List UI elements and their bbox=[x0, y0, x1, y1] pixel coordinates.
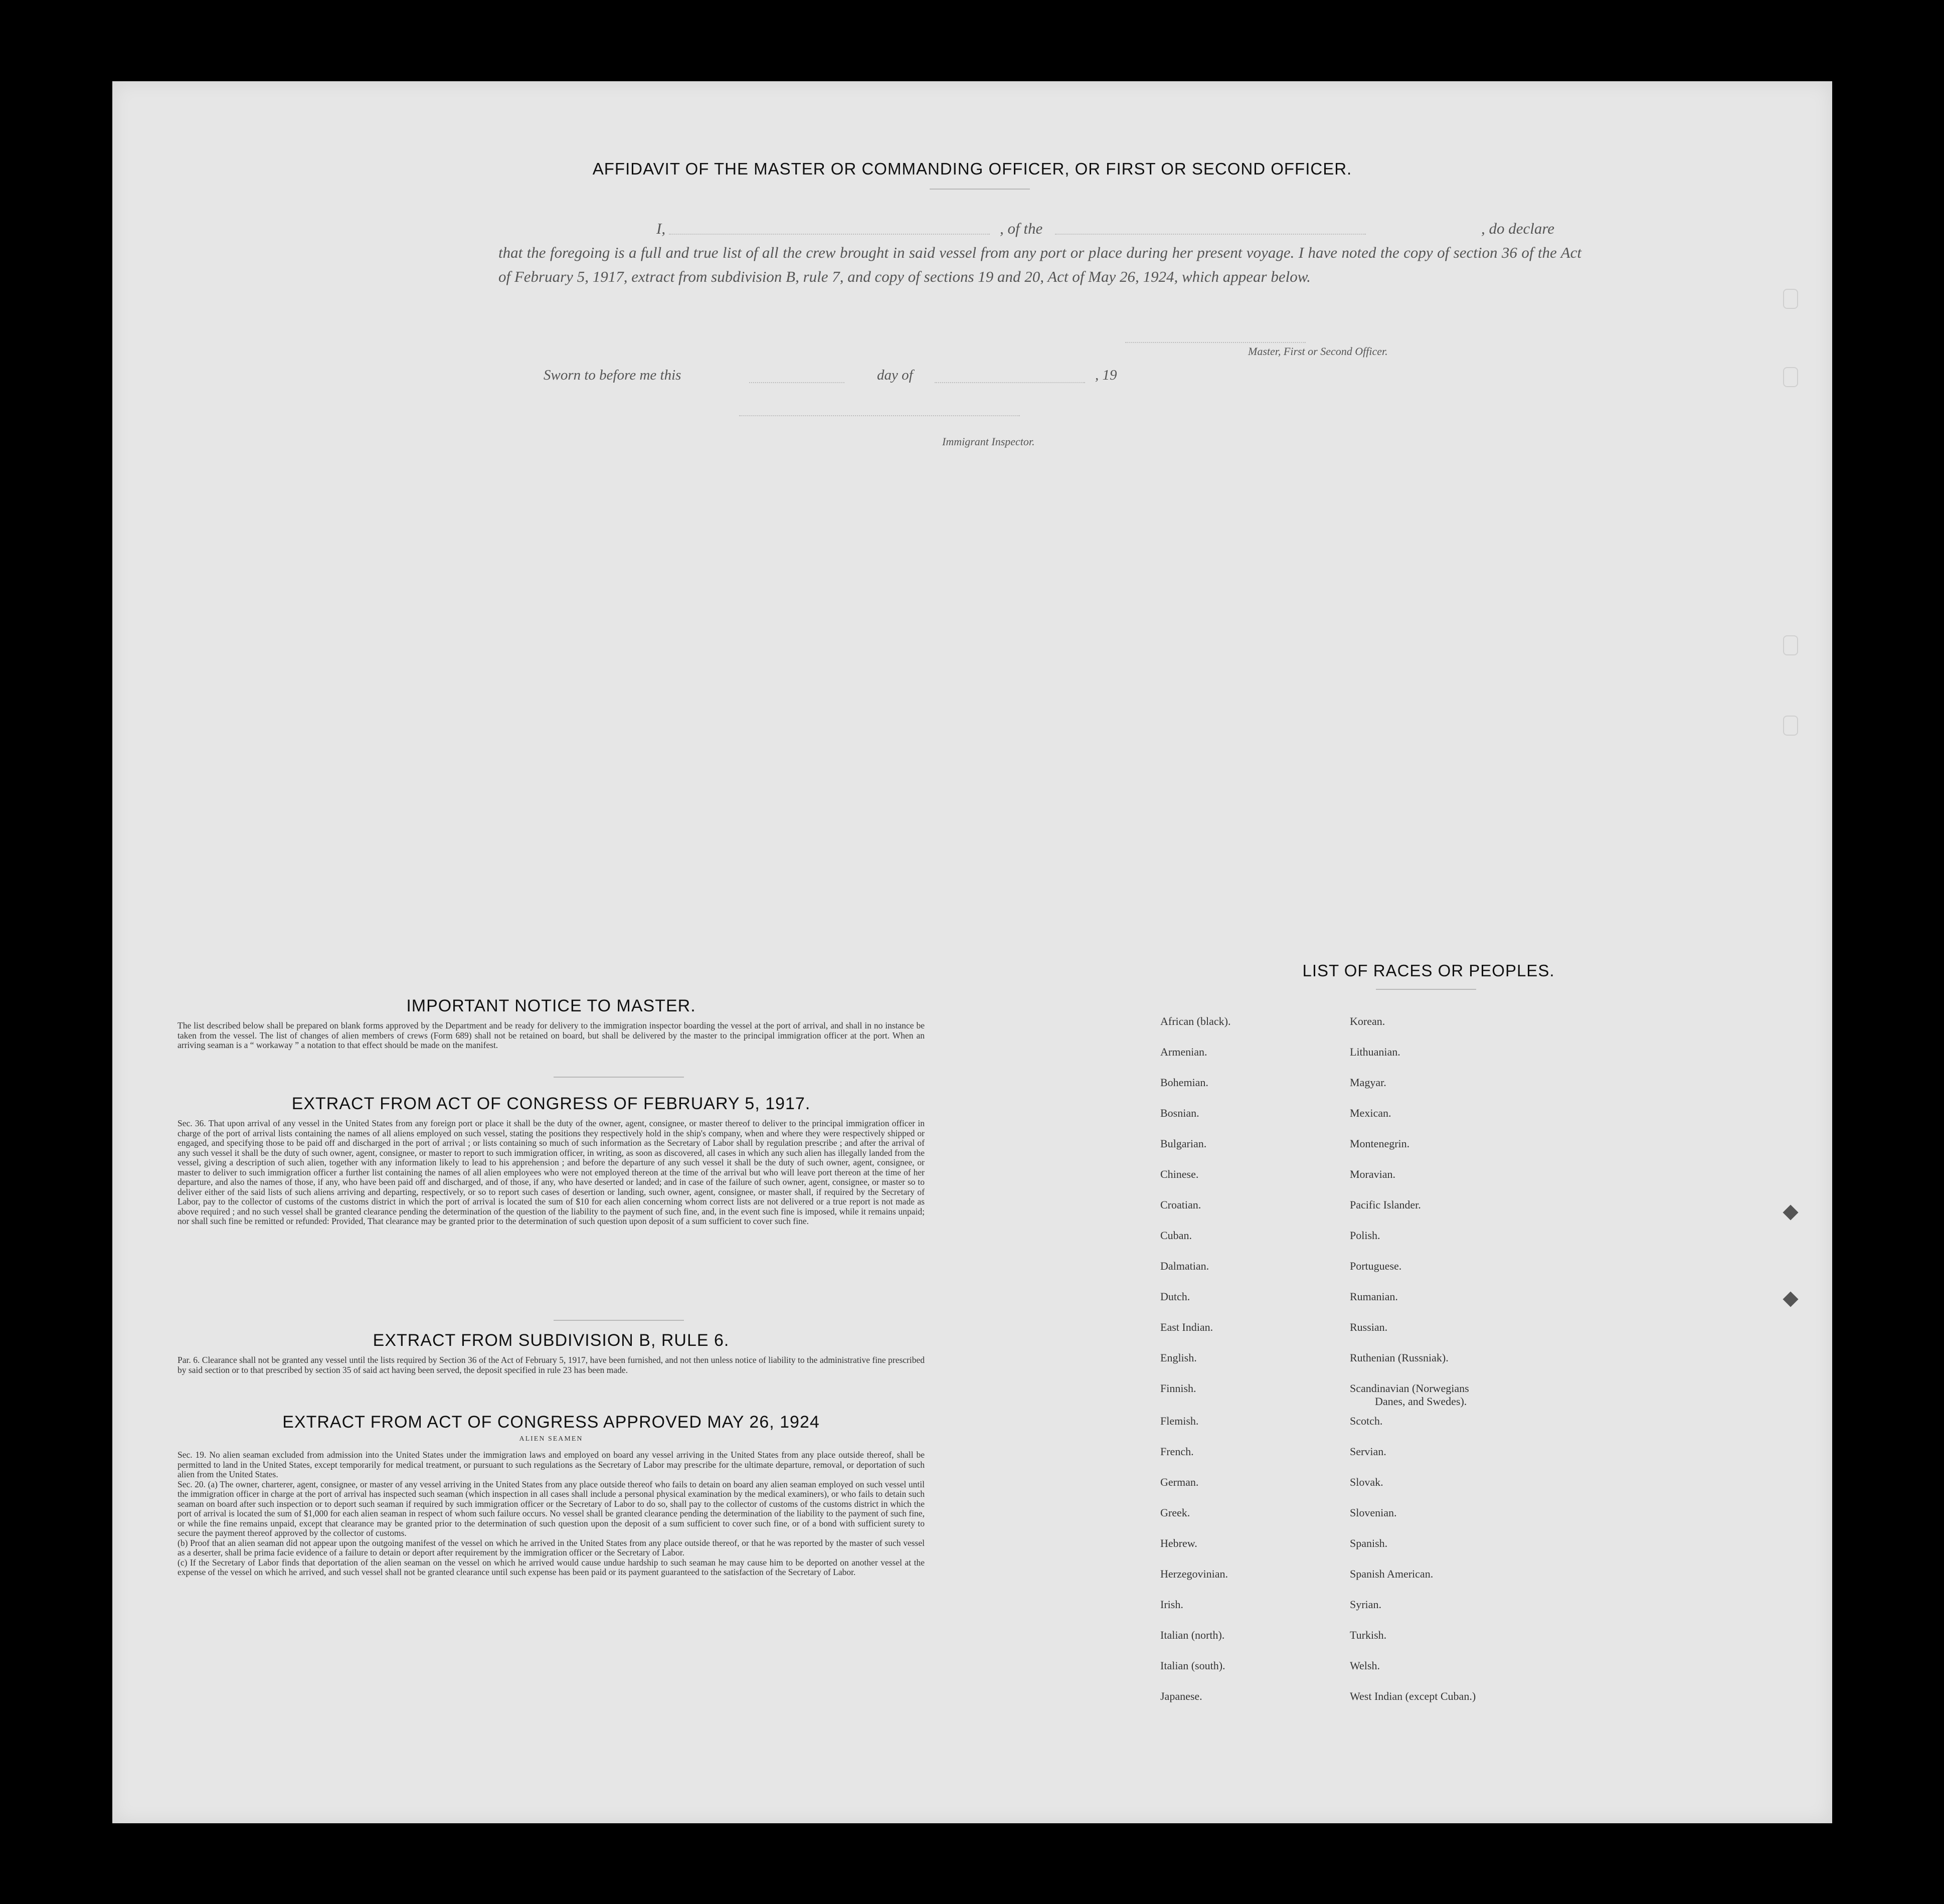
races-divider bbox=[1376, 989, 1476, 990]
day-of-label: day of bbox=[877, 367, 913, 383]
of-the-label: , of the bbox=[1000, 220, 1043, 237]
alien-seamen-subheading: ALIEN SEAMEN bbox=[519, 1435, 583, 1443]
notice-section bbox=[178, 996, 925, 1051]
race-item: Magyar. bbox=[1350, 1076, 1386, 1089]
form-sheet bbox=[112, 81, 1832, 1823]
race-item: Rumanian. bbox=[1350, 1290, 1398, 1303]
race-item: Finnish. bbox=[1160, 1382, 1196, 1395]
race-item: African (black). bbox=[1160, 1015, 1231, 1027]
sec-20c-paragraph: (c) If the Secretary of Labor finds that deportation of the alien seaman on the vessel on which he arrived would cause undue hardship to such seaman he may cause him to be deported on another vessel at the expense of the vessel on which he arrived, and such vessel shall not be granted clearance until such expense has been paid or its payment guaranteed to the satisfaction of the Secretary of Labor. bbox=[178, 1557, 925, 1577]
race-item: Portuguese. bbox=[1350, 1260, 1402, 1272]
binder-hole bbox=[1783, 635, 1798, 655]
divider-2 bbox=[554, 1320, 684, 1321]
race-item: Bohemian. bbox=[1160, 1076, 1208, 1089]
races-heading: LIST OF RACES OR PEOPLES. bbox=[1302, 961, 1555, 980]
race-item: Spanish American. bbox=[1350, 1568, 1434, 1580]
race-item: Slovak. bbox=[1350, 1476, 1383, 1488]
race-item: German. bbox=[1160, 1476, 1199, 1488]
binder-hole bbox=[1783, 716, 1798, 736]
race-item: Syrian. bbox=[1350, 1598, 1381, 1611]
extract-1917-heading: EXTRACT FROM ACT OF CONGRESS OF FEBRUARY 5, 1917. bbox=[291, 1094, 811, 1113]
race-item: Croatian. bbox=[1160, 1198, 1201, 1211]
race-item: Pacific Islander. bbox=[1350, 1198, 1421, 1211]
race-item: Irish. bbox=[1160, 1598, 1183, 1611]
race-item: Cuban. bbox=[1160, 1229, 1192, 1242]
rule6-section bbox=[178, 1331, 925, 1375]
race-item: Russian. bbox=[1350, 1321, 1388, 1333]
race-item: Flemish. bbox=[1160, 1415, 1199, 1427]
name-field[interactable] bbox=[669, 234, 990, 235]
sworn-day-field[interactable] bbox=[749, 382, 844, 383]
binder-hole bbox=[1783, 289, 1798, 309]
race-item: Welsh. bbox=[1350, 1659, 1380, 1672]
race-item: Ruthenian (Russniak). bbox=[1350, 1351, 1449, 1364]
year-label: , 19 bbox=[1095, 367, 1117, 383]
races-column-2 bbox=[1350, 1015, 1476, 1720]
race-item: Mexican. bbox=[1350, 1107, 1391, 1119]
sec-20a-paragraph: Sec. 20. (a) The owner, charterer, agent, consignee, or master of any vessel arriving in the United States from any place outside thereof who fails to detain on board any alien seaman employed on such vessel until the immigration officer in charge at the port of arrival has inspected such seaman (which inspection in all cases shall include a personal physical examination by the medical examiners), or who fails to detain such seaman on board after such inspection or to deport such seaman if required by such immigration officer or the Secretary of Labor to do so, shall pay to the collector of customs of the customs district in which the port of arrival is located the sum of $1,000 for each alien seaman in respect of whom such failure occurs. No vessel shall be granted clearance pending the determination of the liability to the payment of such fine, or while the fine remains unpaid, except that clearance may be granted prior to the determination of such question upon the deposit of a sum sufficient to cover such fine, or of a bond with sufficient surety to secure the payment thereof approved by the collector of customs. bbox=[178, 1479, 925, 1538]
race-item: Bulgarian. bbox=[1160, 1137, 1207, 1150]
race-item: Spanish. bbox=[1350, 1537, 1388, 1549]
declaration-first-line bbox=[498, 217, 1581, 241]
sworn-month-field[interactable] bbox=[935, 382, 1085, 383]
master-signature-line[interactable] bbox=[1125, 342, 1306, 343]
race-item-scandinavian: Scandinavian (Norwegians bbox=[1350, 1382, 1469, 1395]
declaration-text: that the foregoing is a full and true list of all the crew brought in said vessel from any port or place during her present voyage. I have noted the copy of section 36 of the Act of February 5, 1917, extract from subdivision B, rule 7, and copy of sections 19 and 20, Act of May 26, 1924, which appear below. bbox=[498, 244, 1581, 285]
race-item: East Indian. bbox=[1160, 1321, 1213, 1333]
i-label: I, bbox=[656, 220, 666, 237]
race-item: Dutch. bbox=[1160, 1290, 1190, 1303]
race-item: Turkish. bbox=[1350, 1629, 1387, 1641]
extract-1924-heading: EXTRACT FROM ACT OF CONGRESS APPROVED MAY 26, 1924 bbox=[282, 1413, 820, 1432]
rule6-heading: EXTRACT FROM SUBDIVISION B, RULE 6. bbox=[373, 1331, 730, 1350]
race-item: Slovenian. bbox=[1350, 1506, 1397, 1519]
title-divider bbox=[930, 189, 1030, 190]
rule6-text: Par. 6. Clearance shall not be granted any vessel until the lists required by Section 36 of the Act of February 5, 1917, have been furnished, and not then unless notice of liability to the administrative fine prescribed by said section or to that prescribed by section 35 of said act having been served, the deposit specified in rule 23 has been made. bbox=[178, 1355, 925, 1375]
registration-mark bbox=[1783, 1291, 1798, 1307]
notice-heading: IMPORTANT NOTICE TO MASTER. bbox=[406, 996, 696, 1015]
extract-1917-text: Sec. 36. That upon arrival of any vessel in the United States from any foreign port or place it shall be the duty of the owner, agent, consignee, or master thereof to deliver to the principal immigration officer in charge of the port of arrival lists containing the names of all aliens employed on such vessel, stating the positions they respectively hold in the ship's company, when and where they were respectively shipped or engaged, and specifying those to be paid off and discharged in the port of arrival ; or lists containing so much of such information as the Secretary of Labor shall by regulation prescribe ; and after the arrival of any such vessel it shall be the duty of such owner, agent, consignee, or master to report to such immigration officer, in writing, as soon as discovered, all cases in which any such alien has illegally landed from the vessel, giving a description of such alien, together with any information likely to lead to his apprehension ; and before the departure of any such vessel it shall be the duty of such owner, agent, consignee, or master to deliver to such immigration officer a further list containing the names of all alien employees who were not employed thereon at the time of the arrival but who will leave port thereon at the time of her departure, and also the names of those, if any, who have been paid off and discharged, and of those, if any, who have deserted or landed; and in case of the failure of such owner, agent, consignee, or master so to deliver either of the said lists of such aliens arriving and departing, respectively, or so to report such cases of desertion or landing, such owner, agent, consignee, or master shall, if required by the Secretary of Labor, pay to the collector of customs of the customs district in which the port of arrival is located the sum of $10 for each alien concerning whom correct lists are not delivered or a true report is not made as above required ; and no such vessel shall be granted clearance pending the determination of the question of the liability to the payment of such fine, and, in the event such fine is imposed, while it remains unpaid; nor shall such fine be remitted or refunded: Provided, That clearance may be granted prior to the determination of such question upon deposit of a sum sufficient to cover such fine. bbox=[178, 1118, 925, 1226]
race-item: Hebrew. bbox=[1160, 1537, 1197, 1549]
race-item: Italian (north). bbox=[1160, 1629, 1225, 1641]
race-item bbox=[1350, 1382, 1476, 1415]
notice-text: The list described below shall be prepared on blank forms approved by the Department and be ready for delivery to the immigration inspector boarding the vessel at the port of arrival, and shall in no instance be taken from the vessel. The list of changes of alien members of crews (Form 689) shall not be retained on board, but shall be delivered by the master to the principal immigration officer at the port. When an arriving seaman is a “ workaway ” a notation to that effect should be made on the manifest. bbox=[178, 1020, 925, 1050]
extract-1924-section bbox=[178, 1413, 925, 1578]
extract-1917-section bbox=[178, 1094, 925, 1227]
master-label: Master, First or Second Officer. bbox=[1248, 345, 1388, 358]
sworn-label: Sworn to before me this bbox=[544, 367, 681, 383]
race-item: Moravian. bbox=[1350, 1168, 1396, 1180]
registration-mark bbox=[1783, 1204, 1798, 1220]
race-item: Herzegovinian. bbox=[1160, 1568, 1228, 1580]
inspector-signature-line[interactable] bbox=[739, 415, 1020, 416]
race-item: Montenegrin. bbox=[1350, 1137, 1410, 1150]
race-item: West Indian (except Cuban.) bbox=[1350, 1690, 1476, 1702]
race-item: Korean. bbox=[1350, 1015, 1385, 1027]
sec-19-paragraph: Sec. 19. No alien seaman excluded from admission into the United States under the immigration laws and employed on board any vessel arriving in the United States from any place outside thereof, shall be permitted to land in the United States, except temporarily for medical treatment, or pursuant to such regulations as the Secretary of Labor may prescribe for the ultimate departure, removal, or deportation of such alien from the United States. bbox=[178, 1450, 925, 1479]
race-item: Bosnian. bbox=[1160, 1107, 1199, 1119]
race-item: Chinese. bbox=[1160, 1168, 1199, 1180]
binder-hole bbox=[1783, 367, 1798, 387]
divider-1 bbox=[554, 1077, 684, 1078]
vessel-field[interactable] bbox=[1055, 234, 1366, 235]
race-item: French. bbox=[1160, 1445, 1194, 1458]
race-item: Polish. bbox=[1350, 1229, 1380, 1242]
inspector-label: Immigrant Inspector. bbox=[942, 435, 1035, 448]
race-item: Dalmatian. bbox=[1160, 1260, 1209, 1272]
race-item: Lithuanian. bbox=[1350, 1046, 1400, 1058]
sec-20b-paragraph: (b) Proof that an alien seaman did not appear upon the outgoing manifest of the vessel on which he arrived in the United States from any place outside thereof, or that he was reported by the master of such vessel as a deserter, shall be prima facie evidence of a failure to detain or deport after requirement by the immigration officer or the Secretary of Labor. bbox=[178, 1537, 925, 1557]
race-item-scandinavian-cont: Danes, and Swedes). bbox=[1375, 1395, 1467, 1408]
affidavit-title: AFFIDAVIT OF THE MASTER OR COMMANDING OFFICER, OR FIRST OR SECOND OFFICER. bbox=[592, 159, 1352, 178]
race-item: Armenian. bbox=[1160, 1046, 1207, 1058]
do-declare-label: , do declare bbox=[1481, 220, 1555, 237]
race-item: English. bbox=[1160, 1351, 1197, 1364]
race-item: Japanese. bbox=[1160, 1690, 1202, 1702]
races-column-1 bbox=[1160, 1015, 1230, 1720]
race-item: Greek. bbox=[1160, 1506, 1190, 1519]
race-item: Scotch. bbox=[1350, 1415, 1383, 1427]
affidavit-declaration bbox=[498, 217, 1581, 289]
race-item: Servian. bbox=[1350, 1445, 1386, 1458]
race-item: Italian (south). bbox=[1160, 1659, 1225, 1672]
